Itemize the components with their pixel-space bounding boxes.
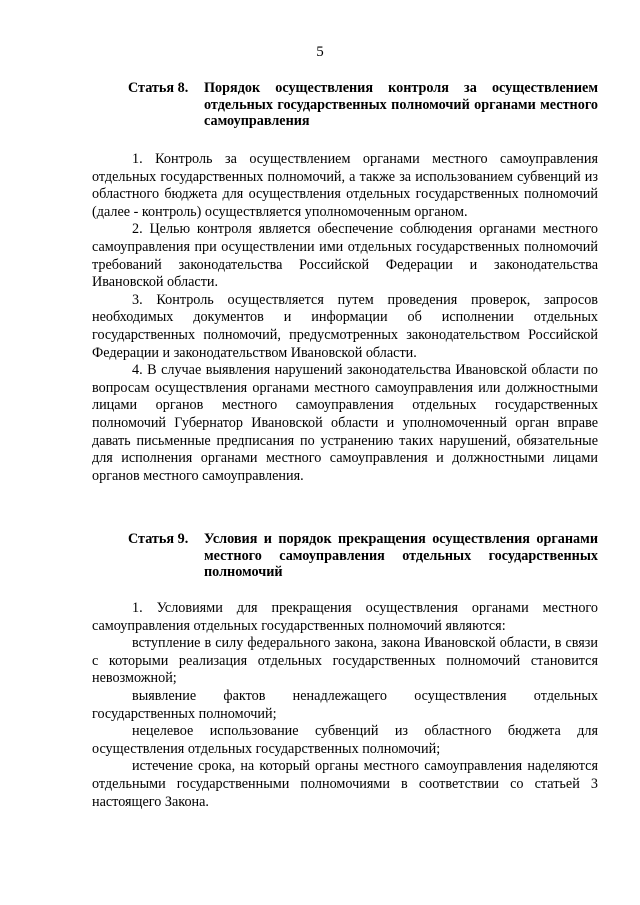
article-9-paragraph-4: нецелевое использование субвенций из областного бюджета для осуществления отдельных государственных полномочий; [92, 723, 598, 757]
article-9-paragraph-2: вступление в силу федерального закона, закона Ивановской области, в связи с которыми реализация отдельных государственных полномочий становится невозможной; [92, 635, 598, 687]
article-9-paragraph-3: выявление фактов ненадлежащего осуществления отдельных государственных полномочий; [92, 687, 598, 722]
article-9-header [128, 531, 598, 581]
article-8-paragraph-1: 1. Контроль за осуществлением органами местного самоуправления отдельных государственных полномочий, а также за использованием субвенций из областного бюджета для осуществления отдельных государственных полномочий (далее - контроль) осуществляется уполномоченным органом. [92, 151, 598, 220]
article-9-paragraph-1: 1. Условиями для прекращения осуществления органами местного самоуправления отдельных государственных полномочий являются: [92, 600, 598, 634]
article-8-paragraph-4: 4. В случае выявления нарушений законодательства Ивановской области по вопросам осуществления органами местного самоуправления или должностными лицами органов местного самоуправления отдельных государственных полномочий Губернатор Ивановской области и уполномоченный орган вправе давать письменные предписания по устранению таких нарушений, обязательные для исполнения органами местного самоуправления и должностными лицами органов местного самоуправления. [92, 362, 598, 484]
article-8-paragraph-2: 2. Целью контроля является обеспечение соблюдения органами местного самоуправления при осуществлении ими отдельных государственных полномочий требований законодательства Российской Федерации и законодательства Ивановской области. [92, 221, 598, 291]
article-8-paragraph-3: 3. Контроль осуществляется путем проведения проверок, запросов необходимых документов и информации об исполнении отдельных государственных полномочий, предусмотренных законодательством Российской Федерации и законодательством Ивановской области. [92, 291, 598, 361]
page-number: 5 [316, 44, 324, 60]
article-9-body [92, 600, 598, 811]
article-8-title: Порядок осуществления контроля за осуществлением отдельных государственных полномочий органами местного самоуправления [204, 80, 598, 129]
article-8-header [128, 80, 598, 130]
article-9-title: Условия и порядок прекращения осуществления органами местного самоуправления отдельных государственных полномочий [204, 531, 598, 580]
article-9-paragraph-5: истечение срока, на который органы местного самоуправления наделяются отдельными государственными полномочиями в соответствии со статьей 3 настоящего Закона. [92, 758, 598, 810]
article-8-body [92, 151, 598, 485]
article-9-label: Статья 9. [128, 531, 189, 547]
article-8-label: Статья 8. [128, 80, 189, 96]
